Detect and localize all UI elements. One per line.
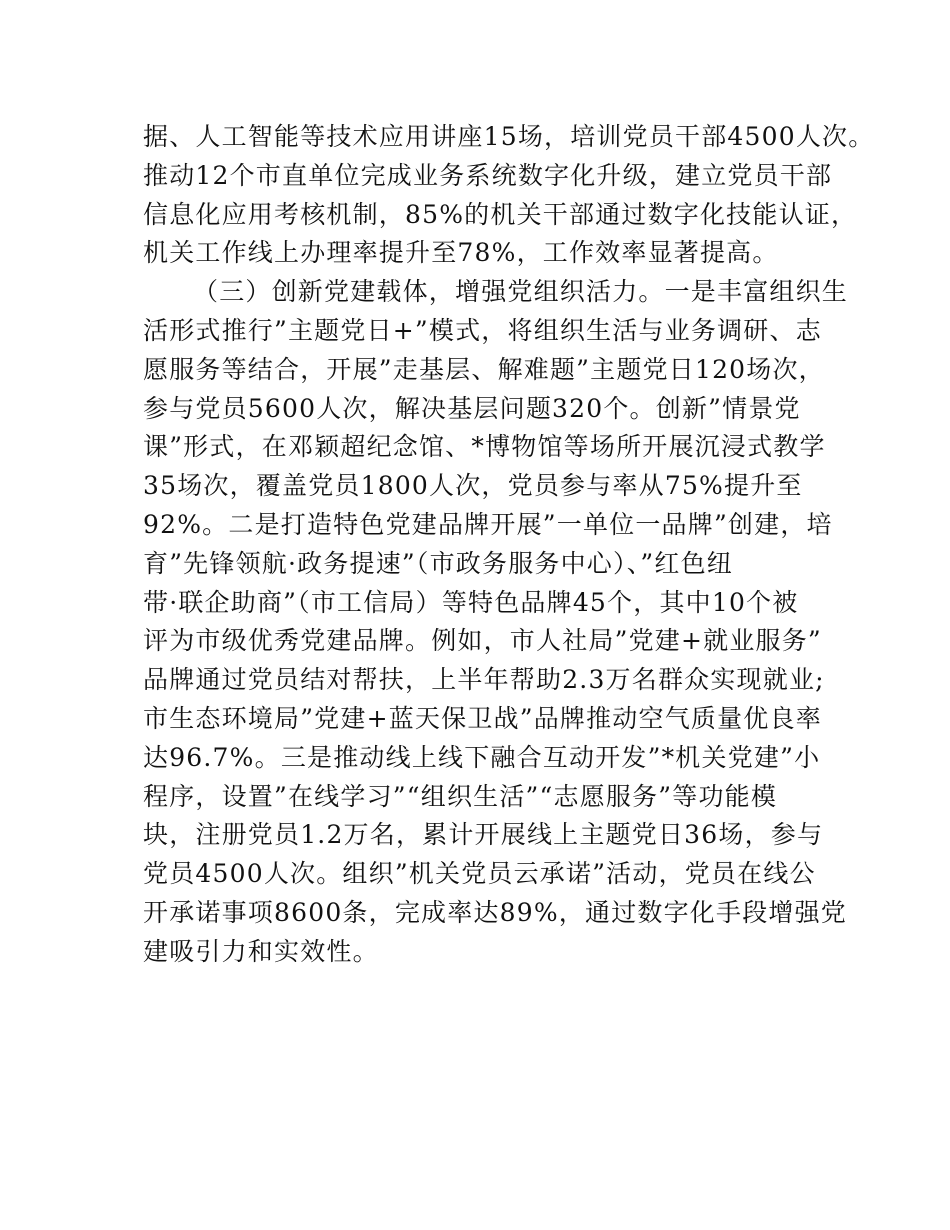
paragraph-2-line-1: （三）创新党建载体，增强党组织活力。一是丰富组织生 (193, 277, 849, 307)
paragraph-2-line-7: 92%。二是打造特色党建品牌开展”一单位一品牌”创建，培 (143, 509, 833, 539)
paragraph-2-line-6: 35场次，覆盖党员1800人次，党员参与率从75%提升至 (143, 471, 803, 501)
paragraph-2-line-12: 市生态环境局”党建+蓝天保卫战”品牌推动空气质量优良率 (143, 703, 822, 733)
paragraph-1-line-1: 据、人工智能等技术应用讲座15场，培训党员干部4500人次。 (143, 122, 875, 151)
paragraph-2-line-10: 评为市级优秀党建品牌。例如，市人社局”党建+就业服务” (143, 626, 822, 656)
paragraph-1-line-3: 信息化应用考核机制，85%的机关干部通过数字化技能认证， (143, 199, 858, 229)
paragraph-2-line-3: 愿服务等结合，开展”走基层、解难题”主题党日120场次， (143, 354, 825, 384)
paragraph-2-line-9: 带·联企助商”（市工信局）等特色品牌45个，其中10个被 (143, 587, 799, 617)
paragraph-2-line-16: 党员4500人次。组织”机关党员云承诺”活动，党员在线公 (143, 859, 816, 889)
body-text (143, 118, 875, 972)
paragraph-1-line-2: 推动12个市直单位完成业务系统数字化升级，建立党员干部 (143, 160, 833, 190)
paragraph-2-line-13: 达96.7%。三是推动线上线下融合互动开发”*机关党建”小 (143, 742, 821, 772)
paragraph-2-line-2: 活形式推行”主题党日+”模式，将组织生活与业务调研、志 (143, 315, 822, 345)
paragraph-2-line-18: 建吸引力和实效性。 (143, 936, 379, 966)
paragraph-2-line-17: 开承诺事项8600条，完成率达89%，通过数字化手段增强党 (143, 897, 847, 927)
paragraph-2-line-15: 块，注册党员1.2万名，累计开展线上主题党日36场，参与 (143, 820, 824, 850)
paragraph-2-line-14: 程序，设置”在线学习”“组织生活”“志愿服务”等功能模 (143, 781, 778, 811)
paragraph-2 (143, 273, 849, 971)
paragraph-2-line-5: 课”形式，在邓颖超纪念馆、*博物馆等场所开展沉浸式教学 (143, 432, 826, 462)
paragraph-1-line-4: 机关工作线上办理率提升至78%，工作效率显著提高。 (143, 238, 779, 268)
paragraph-1 (143, 118, 875, 273)
paragraph-2-line-8: 育”先锋领航·政务提速”（市政务服务中心）、”红色纽 (143, 548, 733, 578)
paragraph-2-line-4: 参与党员5600人次，解决基层问题320个。创新”情景党 (143, 393, 801, 423)
paragraph-2-line-11: 品牌通过党员结对帮扶，上半年帮助2.3万名群众实现就业; (143, 665, 825, 695)
